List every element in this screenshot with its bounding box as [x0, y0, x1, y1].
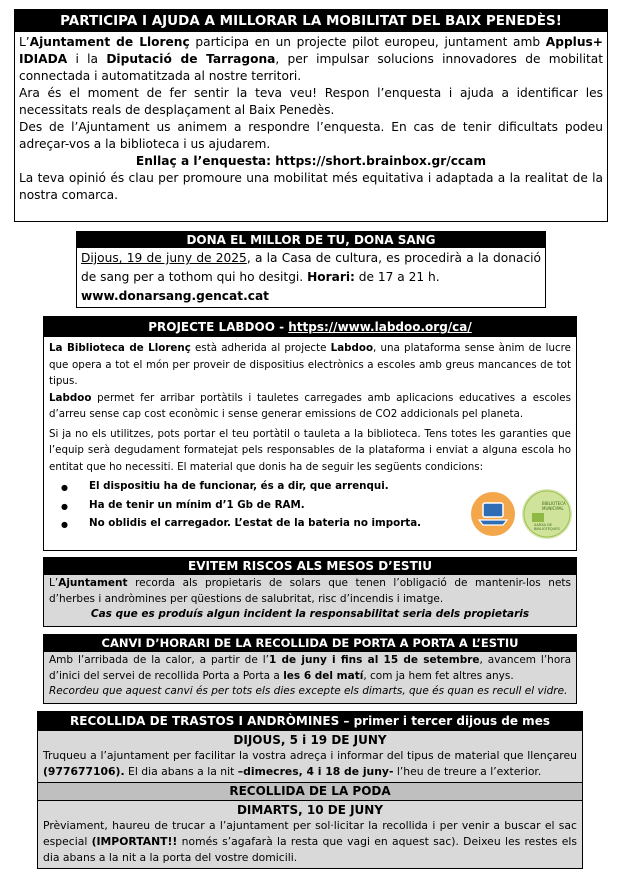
list-item: ● El dispositiu ha de funcionar, és a dir, que arrenqui. [61, 477, 571, 496]
library-logo: BIBLIOTECA MUNICIPAL XARXA DE BIBLIOTEQUES [522, 489, 572, 539]
summer-risks-note: Cas que es produís algun incident la responsabilitat seria dels propietaris [90, 608, 530, 620]
labdoo-paragraph-3: Si ja no els utilitzes, pots portar el teu portàtil o tauleta a la biblioteca. Tens totes les garanties que l’equip serà degudament formatejat pels responsables de la plataforma i enviat a alguna escola ho entitat que ho necessiti. El material que donis ha de seguir les següents condicions: [49, 427, 571, 473]
mobility-title: PARTICIPA I AJUDA A MILLORAR LA MOBILITAT DEL BAIX PENEDÈS! [15, 10, 607, 32]
blood-donation-url[interactable]: www.donarsang.gencat.cat [81, 289, 269, 303]
blood-donation-section [76, 231, 546, 308]
schedule-change-paragraph: Amb l’arribada de la calor, a partir de l’1 de juny i fins al 15 de setembre, avancem l’hora d’inici del servei de recollida Porta a Porta a les 6 del matí, com ja hem fet altres anys. [49, 654, 572, 682]
list-item: ● Ha de tenir un mínim d’1 Gb de RAM. [61, 496, 571, 515]
labdoo-logo [471, 492, 515, 536]
list-item: ● No oblidis el carregador. L’estat de la bateria no importa. [61, 514, 571, 533]
mobility-paragraph-2: Ara és el moment de fer sentir la teva veu! Respon l’enquesta i ajuda a identificar les necessitats reals de desplaçament al Baix Penedès. [19, 86, 603, 117]
schedule-change-note: Recordeu que aquest canvi és per tots els dies excepte els dimarts, que és quan es recull el vidre. [49, 685, 568, 697]
mobility-paragraph-4: La teva opinió és clau per promoure una mobilitat més equitativa i adaptada a la realitat de la nostra comarca. [19, 171, 603, 202]
junk-collection-date: DIJOUS, 5 i 19 DE JUNY [233, 733, 387, 747]
library-emblem-icon [522, 489, 572, 539]
laptop-icon [471, 492, 515, 536]
labdoo-paragraph-1: La Biblioteca de Llorenç està adherida al projecte Labdoo, una plataforma sense ànim de lucre que opera a tot el món per proveir de dispositius electrònics a escoles amb greus mancances de tot tipus. [49, 342, 572, 387]
pruning-collection-paragraph: Prèviament, haureu de trucar a l’ajuntament per sol·licitar la recollida i per venir a buscar el sac especial (IMPORTANT!! només s’agafarà la resta que vagi en aquest sac). Deixeu les restes els dia abans a la nit a la porta del vostre domicili. [43, 819, 577, 864]
mobility-paragraph-1: L’Ajuntament de Llorenç participa en un projecte pilot europeu, juntament amb Applus+ IDIADA i la Diputació de Tarragona, per impulsar solucions innovadores de mobilitat connectada i automatitzada al nostre territori. [19, 35, 603, 83]
summer-risks-paragraph: L’Ajuntament recorda als propietaris de solars que tenen l’obligació de mantenir-los nets d’herbes i andròmines per qüestions de salubritat, risc d’incendis i imatge. [49, 577, 571, 605]
labdoo-paragraph-2: Labdoo permet fer arribar portàtils i tauletes carregades amb aplicacions educatives a escoles d’arreu sense cap cost econòmic i sense generar emissions de CO2 addicionals pel planeta. [49, 391, 571, 420]
schedule-change-title: CANVI D’HORARI DE LA RECOLLIDA DE PORTA A PORTA A L’ESTIU [44, 635, 576, 652]
junk-collection-title: RECOLLIDA DE TRASTOS I ANDRÒMINES – primer i tercer dijous de mes [38, 712, 582, 731]
labdoo-link[interactable]: https://www.labdoo.org/ca/ [288, 320, 472, 334]
survey-link[interactable]: Enllaç a l’enquesta: https://short.brainbox.gr/ccam [135, 154, 487, 168]
summer-risks-section [43, 557, 577, 627]
mobility-paragraph-3: Des de l’Ajuntament us animem a respondre l’enquesta. En cas de tenir dificultats podeu adreçar-vos a la biblioteca i us ajudarem. [19, 120, 603, 151]
pruning-collection-date: DIMARTS, 10 DE JUNY [236, 803, 384, 817]
schedule-change-section [43, 634, 577, 704]
pruning-collection-title: RECOLLIDA DE LA PODA [38, 782, 582, 801]
mobility-section [14, 9, 608, 222]
labdoo-section [43, 316, 577, 551]
junk-collection-paragraph: Truqueu a l’ajuntament per facilitar la vostra adreça i informar del tipus de material que llençareu (977677106). El dia abans a la nit –dimecres, 4 i 18 de juny- l’heu de treure a l’exterior. [43, 749, 577, 778]
summer-risks-title: EVITEM RISCOS ALS MESOS D’ESTIU [44, 558, 576, 575]
blood-donation-title: DONA EL MILLOR DE TU, DONA SANG [77, 232, 545, 248]
labdoo-title: PROJECTE LABDOO - https://www.labdoo.org/ca/ [44, 317, 576, 337]
blood-donation-text: Dijous, 19 de juny de 2025, a la Casa de cultura, es procedirà a la donació de sang per a tothom qui ho desitgi. Horari: de 17 a 21 h. [81, 251, 541, 284]
collection-section [37, 711, 583, 869]
